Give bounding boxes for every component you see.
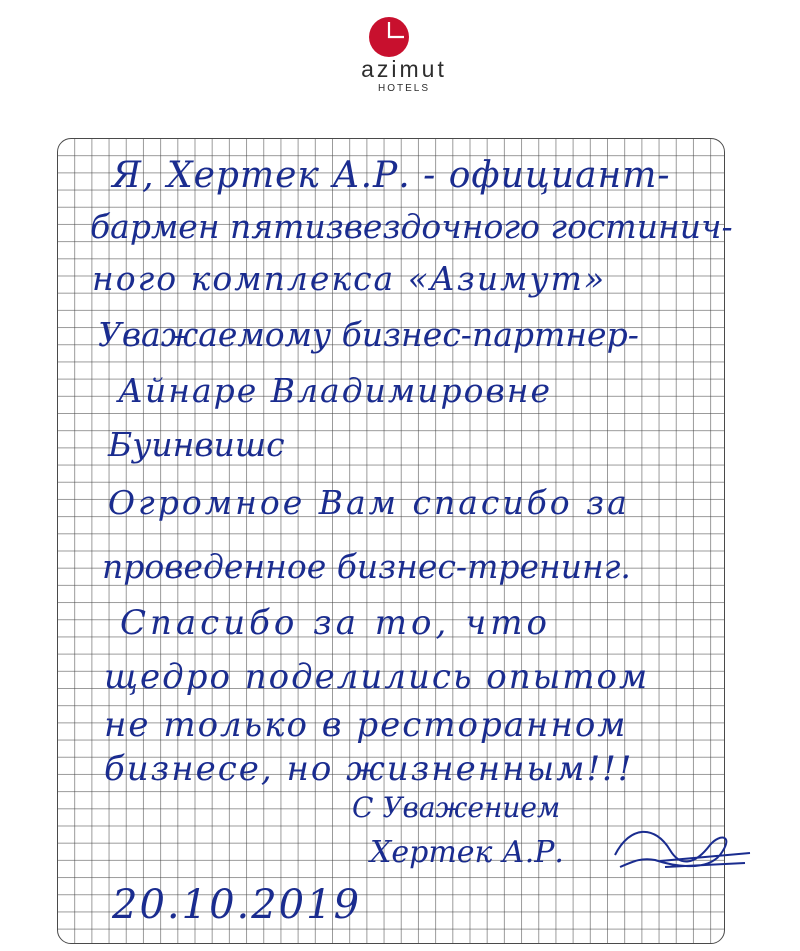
brand-name: azimut [361,56,447,82]
letter-line: Уважаемому бизнес-партнер- [98,315,639,354]
signature-name: Хертек А.Р. [370,835,564,870]
letter-line: ного комплекса «Азимут» [92,259,607,298]
letter-line: щедро поделились опытом [104,657,650,697]
letter-line: проведенное бизнес-тренинг. [102,547,631,586]
signature-flourish-icon [560,805,760,885]
letter-line: Айнаре Владимировне [118,371,552,410]
letter-line: бизнесе, но жизненным!!! [104,749,634,789]
closing-line: С Уважением [352,791,561,824]
azimut-logo-icon [368,16,410,58]
letter-line: Буинвишс [108,425,285,464]
letter-line: не только в ресторанном [104,705,628,745]
letter-date: 20.10.2019 [112,882,362,928]
letter-line: Спасибо за то, что [120,603,551,643]
hotel-logo [0,0,800,110]
brand-subtitle: HOTELS [377,83,430,94]
letter-line: Огромное Вам спасибо за [108,483,630,522]
letter-line: бармен пятизвездочного гостинич- [90,207,733,246]
letter-line: Я, Хертек А.Р. - официант- [112,155,671,196]
